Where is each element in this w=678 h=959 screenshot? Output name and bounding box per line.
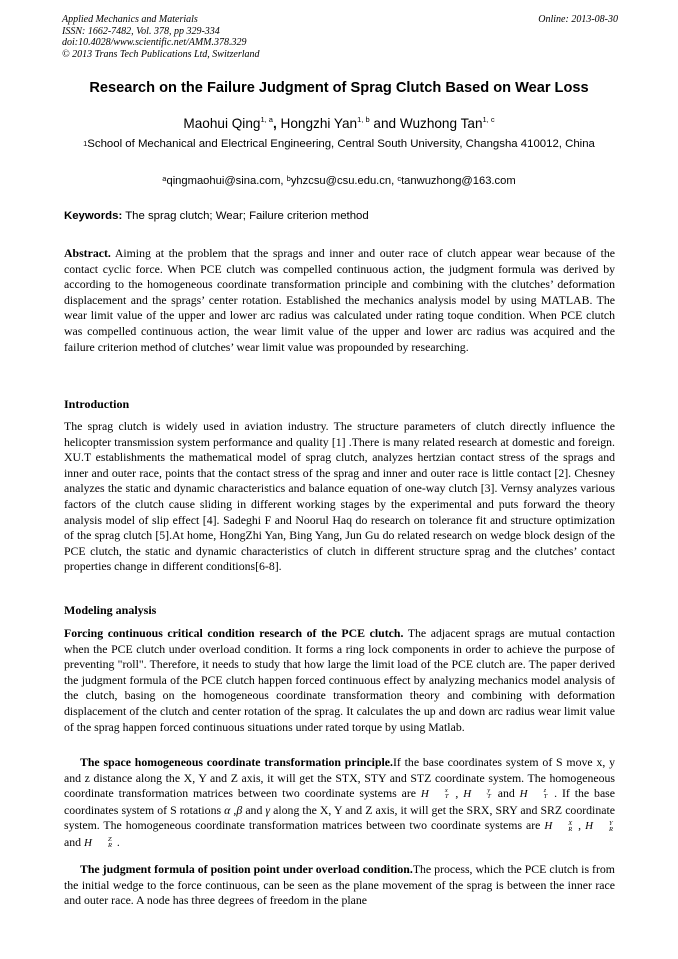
keywords-text: The sprag clutch; Wear; Failure criterion method bbox=[122, 210, 369, 222]
online-date: Online: 2013-08-30 bbox=[538, 14, 618, 25]
copyright: © 2013 Trans Tech Publications Ltd, Switzerland bbox=[62, 48, 260, 60]
separator: and bbox=[242, 802, 266, 817]
modeling-heading: Modeling analysis bbox=[64, 603, 157, 617]
author-name: Hongzhi Yan bbox=[280, 116, 358, 131]
abstract bbox=[64, 246, 615, 355]
introduction-heading: Introduction bbox=[64, 397, 130, 411]
matrix-symbol: H bbox=[585, 820, 594, 833]
separator: . bbox=[113, 834, 120, 849]
sub-superscript: X R bbox=[568, 819, 573, 833]
journal-name: Applied Mechanics and Materials bbox=[62, 14, 198, 25]
author-sup: 1, b bbox=[357, 115, 370, 124]
paragraph-text: If the base coordinates system of S rotations bbox=[64, 786, 616, 817]
subsection-title: The judgment formula of position point under overload condition. bbox=[80, 862, 413, 876]
sub-superscript: Z R bbox=[107, 836, 112, 850]
email-sup: a bbox=[162, 174, 167, 183]
alpha-symbol: α bbox=[224, 802, 231, 817]
modeling-paragraph-1 bbox=[64, 626, 615, 735]
email-sup: c bbox=[397, 174, 402, 183]
abstract-label: Abstract. bbox=[64, 246, 111, 260]
matrix-symbol: H bbox=[519, 788, 528, 801]
author-separator: and bbox=[369, 116, 400, 131]
author-name: Maohui Qing bbox=[183, 116, 261, 131]
matrix-symbol: H bbox=[544, 820, 553, 833]
separator: . bbox=[549, 786, 558, 801]
gamma-symbol: γ bbox=[265, 802, 271, 817]
issn: ISSN: 1662-7482, Vol. 378, pp 329-334 bbox=[62, 25, 220, 37]
separator: and bbox=[492, 786, 520, 801]
modeling-paragraph-3 bbox=[64, 862, 615, 909]
keywords-label: Keywords: bbox=[64, 210, 123, 222]
subsection-title: The space homogeneous coordinate transformation principle. bbox=[80, 755, 393, 769]
keywords bbox=[64, 210, 620, 222]
paragraph-text: The process, which the PCE clutch is from the initial wedge to the force continuous, can be seen as the plane movement of the sprag is between the inner race and outer race. A node has three degrees of freedom in the plane bbox=[64, 862, 615, 908]
subsection-title: Forcing continuous critical condition research of the PCE clutch. bbox=[64, 626, 404, 640]
affiliation bbox=[64, 137, 614, 152]
paragraph-text: The adjacent sprags are mutual contaction when the PCE clutch under overload condition. It forms a ring lock components in order to achieve the purpose of preventing "roll". Therefore, it needs to study that how large the limit load of the PCE clutch are. The paper derived the judgment formula of the PCE clutch happen forced continuous effect by analyzing mechanics model analysis of the clutch, basing on the homogeneous coordinate transformation theory and combining with deformation displacement of the clutch and center rotation of the sprag. It calculates the up and down arc radius wear limit value of the sprag happen forced continuous situations under rated torque by using Matlab. bbox=[64, 626, 615, 734]
paper-title: Research on the Failure Judgment of Sprag Clutch Based on Wear Loss bbox=[89, 80, 589, 96]
author-separator: , bbox=[272, 116, 281, 131]
paragraph-text: along the X, Y and Z axis, it will get the SRX, SRY and SRZ coordinate system. The homogeneous coordinate transformation matrices between two coordinate systems are bbox=[64, 802, 615, 833]
email-link[interactable]: yhzcsu@csu.edu.cn, bbox=[290, 175, 398, 187]
matrix-symbol: H bbox=[420, 788, 429, 801]
email-link[interactable]: qingmaohui@sina.com, bbox=[166, 175, 287, 187]
matrix-symbol: H bbox=[83, 836, 92, 849]
matrix-symbol: H bbox=[463, 788, 472, 801]
introduction-text: The sprag clutch is widely used in aviation industry. The structure parameters of clutch directly influence the helicopter transmission system performance and quality [1] .There is many related research at domestic and foreign. XU.T establishments the mathematical model of sprag clutch, analyzes hertzian contact stress of the sprags and inner and outer race, points that the contact stress of the sprag and inner and outer race is little contact [2]. Chesney analyzes the static and dynamic characteristics and balance equation of one-way clutch [3]. Vernsy analyzes various factors of the clutch cause sliding in different working stages by the experimental and puts forward the theory analysis model of slip effect [4]. Sadeghi F and Noorul Haq do research on tolerance fit and structure optimization of the sprag clutch [5].At home, HongZhi Yan, Bing Yang, Jun Gu do related research on wedge block design of the PCE clutch, the static and dynamic characteristics of clutch in different structure sprag and the clutches’ contact properties change in different conditions[6-8]. bbox=[64, 419, 615, 574]
author-sup: 1, a bbox=[260, 115, 273, 124]
affiliation-text: School of Mechanical and Electrical Engineering, Central South University, Changsha 410012, China bbox=[87, 138, 595, 150]
email-sup: b bbox=[286, 174, 291, 183]
sub-superscript: y T bbox=[487, 787, 491, 801]
affiliation-sup: 1 bbox=[83, 139, 88, 148]
beta-symbol: β bbox=[236, 802, 243, 817]
modeling-paragraph-2 bbox=[64, 755, 615, 852]
doi: doi:10.4028/www.scientific.net/AMM.378.329 bbox=[62, 37, 247, 49]
author-emails bbox=[40, 175, 638, 187]
author-sup: 1, c bbox=[482, 115, 495, 124]
author-name: Wuzhong Tan bbox=[399, 116, 483, 131]
journal-header bbox=[62, 14, 618, 60]
separator: , bbox=[574, 818, 582, 833]
abstract-text: Aiming at the problem that the sprags and inner and outer race of clutch appear wear because of the contact cyclic force. When PCE clutch was compelled continuous action, the judgment formula was derived by according to the homogeneous coordinate transformation principle and combining with the clutches’ deformation displacement and the sprags’ center rotation. Established the mechanics analysis model by using MATLAB. The wear limit value of the upper and lower arc radius was calculated under rating toque condition. When PCE clutch was compelled continuous action, the wear limit value of the upper and lower arc radius was acquired and the failure criterion method of clutches’ wear limit value was propounded by researching. bbox=[64, 246, 615, 354]
email-link[interactable]: tanwuzhong@163.com bbox=[401, 175, 516, 187]
sub-superscript: z T bbox=[543, 787, 548, 801]
separator: and bbox=[64, 834, 84, 849]
separator: , bbox=[450, 786, 459, 801]
separator: , bbox=[230, 802, 237, 817]
sub-superscript: Y R bbox=[609, 819, 614, 833]
author-list bbox=[40, 116, 638, 131]
paragraph-text: If the base coordinates system of S move x, y and z distance along the X, Y and Z axis, it will get the STX, STY and STZ coordinate system. The homogeneous coordinate transformation matrices between two coordinate systems are bbox=[64, 755, 616, 801]
sub-superscript: x T bbox=[444, 787, 449, 801]
